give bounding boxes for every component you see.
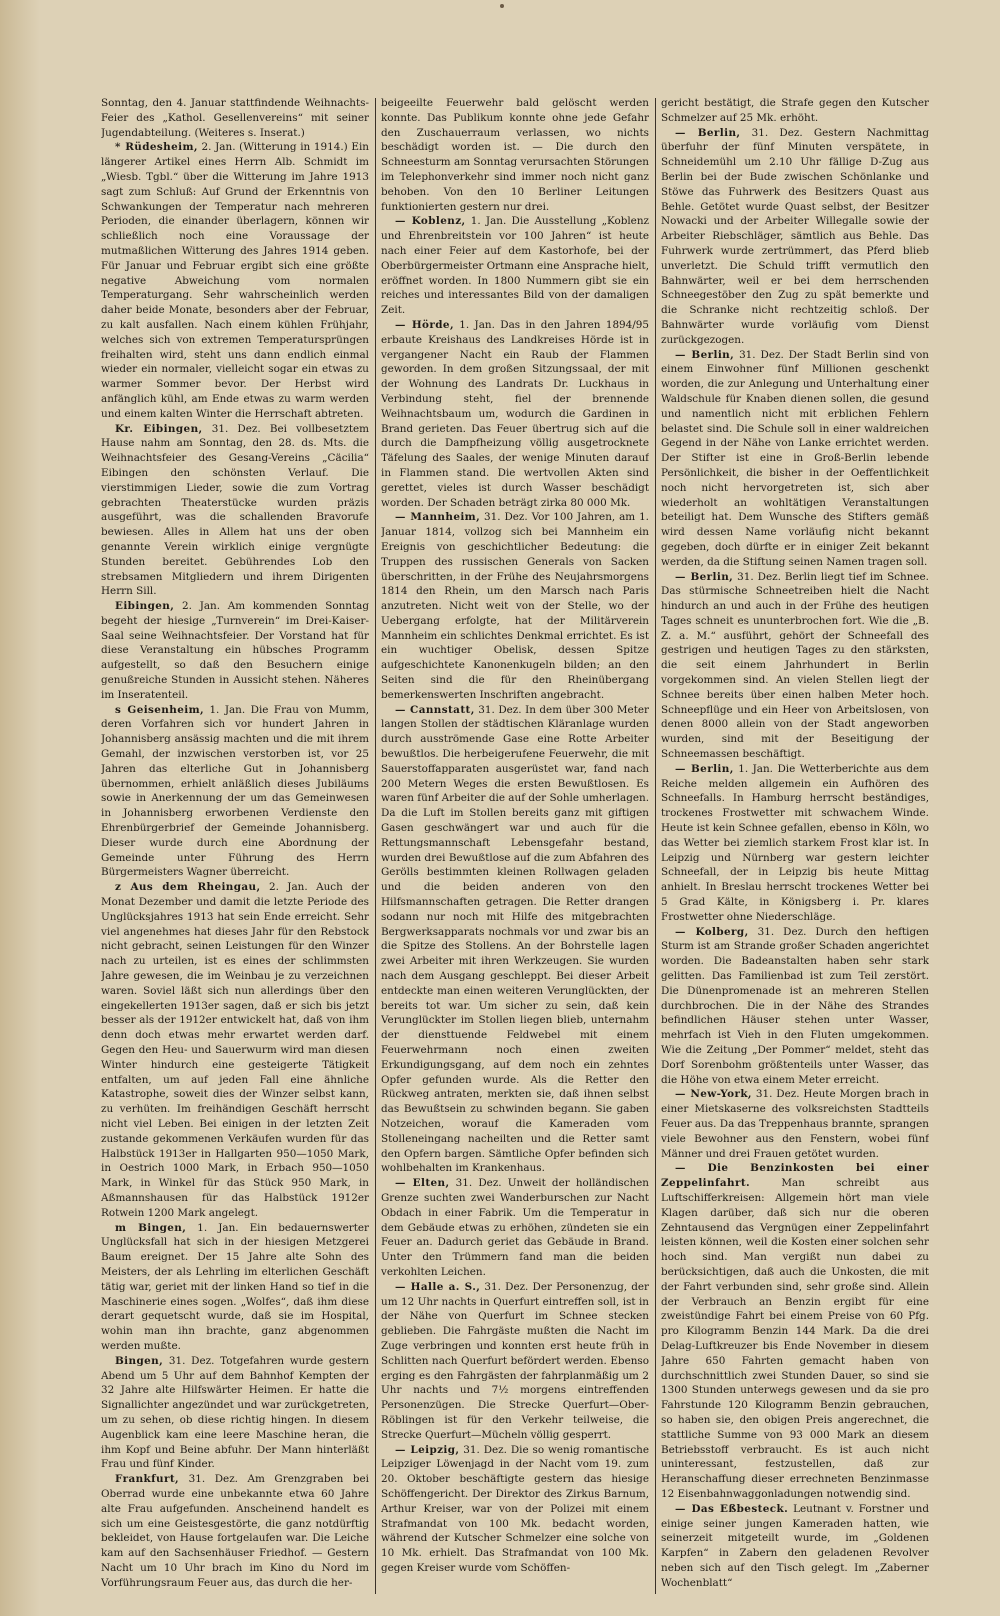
article-paragraph (101, 1472, 369, 1590)
article-text: 2. Jan. Auch der Monat Dezember und damit die letzte Periode des Unglücksjahres 1913 hat sein Ende erreicht. Sehr viel angenehmes hat dieses Jahr für den Rebstock nicht gebracht, seinen Leistungen für den Winzer nach zu urteilen, ist es eines der schlimmsten Jahre gewesen, die im Weinbau je zu verzeichnen waren. Soviel läßt sich nun allerdings über den eingekellerten 1913er sagen, daß er sich bis jetzt besser als der 1912er entwickelt hat, daß von ihm denn doch etwas mehr erwartet werden darf. Gegen den Heu- und Sauerwurm wird man diesen Winter hindurch eine gesteigerte Tätigkeit entfalten, um auf jeden Fall eine ähnliche Katastrophe, soweit dies der Winzer selbst kann, zu verhüten. Im freihändigen Geschäft herrscht nicht viel Leben. Bei einigen in der letzten Zeit zustande gekommenen Verkäufen wurden für das Halbstück 1913er in Hallgarten 950—1050 Mark, in Oestrich 1000 Mark, in Erbach 950—1050 Mark, in Winkel für das Stück 950 Mark, in Aßmannshausen für das Halbstück 1912er Rotwein 1200 Mark angelegt. (101, 881, 369, 1219)
article-paragraph (381, 1176, 649, 1280)
article-paragraph (381, 96, 649, 214)
article-dateline: — Halle a. S., (395, 1280, 481, 1293)
article-dateline: Bingen, (115, 1354, 164, 1367)
article-dateline: — Koblenz, (395, 215, 466, 228)
article-text: Sonntag, den 4. Januar stattfindende Weihnachts-Feier des „Kathol. Gesellenvereins“ mit seiner Jugendabteilung. (Weiteres s. Inserat.) (101, 97, 369, 139)
article-paragraph (101, 1221, 369, 1354)
article-dateline: — Berlin, (675, 762, 734, 775)
article-text: 31. Dez. Heute Morgen brach in einer Mietskaserne des volksreichsten Stadtteils Feuer aus. Da das Treppenhaus brannte, sprangen viele Bewohner aus den Fenstern, wobei fünf Männer und drei Frauen getötet wurden. (661, 1088, 929, 1160)
article-paragraph (381, 318, 649, 510)
article-text: 1. Jan. Die Wetterberichte aus dem Reiche melden allgemein ein Aufhören des Schneefalls. In Hamburg herrscht beständiges, trockenes Frostwetter mit schwachem Winde. Heute ist kein Schnee gefallen, ebenso in Köln, wo das Wetter bei ziemlich starkem Frost klar ist. In Leipzig und Nürnberg war gestern leichter Schneefall, der in Leipzig bis heute Mittag anhielt. In Breslau herrscht trockenes Wetter bei 5 Grad Kälte, in Königsberg i. Pr. klares Frostwetter ohne Niederschläge. (661, 762, 929, 923)
article-paragraph (101, 599, 369, 703)
article-paragraph (381, 214, 649, 318)
article-paragraph (101, 703, 369, 881)
article-paragraph (661, 96, 929, 126)
article-dateline: Frankfurt, (115, 1473, 180, 1486)
text-column-1 (101, 96, 369, 1596)
article-paragraph (661, 126, 929, 348)
article-text: 31. Dez. Totgefahren wurde gestern Abend um 5 Uhr auf dem Bahnhof Kempten der 32 Jahre alte Hilfswärter Heimen. Er hatte die Signallichter angezündet und war zurückgetreten, um zu sehen, ob diese richtig hingen. In diesem Augenblick kam eine leere Maschine heran, die ihm Kopf und Beine abfuhr. Der Mann hinterläßt Frau und fünf Kinder. (101, 1354, 369, 1471)
article-paragraph (101, 96, 369, 140)
article-text: 2. Jan. Am kommenden Sonntag begeht der hiesige „Turnverein“ im Drei-Kaiser-Saal seine Weihnachtsfeier. Der Vorstand hat für diese Veranstaltung ein hübsches Programm aufgestellt, so daß den Besuchern einige genußreiche Stunden in Aussicht stehen. Näheres im Inseratenteil. (101, 600, 369, 701)
article-text: beigeeilte Feuerwehr bald gelöscht werden konnte. Das Publikum konnte ohne jede Gefahr den Zuschauerraum verlassen, wo nichts beschädigt worden ist. — Die durch den Schneesturm am Sonntag verursachten Störungen im Telephonverkehr sind immer noch nicht ganz behoben. Von den 10 Berliner Leitungen funktionierten gestern nur drei. (381, 97, 649, 213)
article-paragraph (661, 348, 929, 570)
article-paragraph (661, 1502, 929, 1591)
article-dateline: — Berlin, (675, 348, 735, 361)
page-edge-stain (0, 0, 40, 1616)
article-text: 1. Jan. Ein bedauernswerter Unglücksfall hat sich in der hiesigen Metzgerei Baum ereignet. Der 15 Jahre alte Sohn des Meisters, der als Lehrling im elterlichen Geschäft tätig war, geriet mit der linken Hand so tief in die Maschinerie eines sogen. „Wolfes“, daß ihm diese derart gequetscht wurde, daß sie im Hospital, wohin man ihn brachte, ganz abgenommen werden mußte. (101, 1221, 369, 1352)
article-dateline: Eibingen, (115, 600, 175, 613)
article-dateline: — Cannstatt, (395, 703, 475, 716)
article-dateline: — Berlin, (675, 570, 734, 583)
article-text: 31. Dez. Berlin liegt tief im Schnee. Das stürmische Schneetreiben hielt die Nacht hindurch an und auch in der Frühe des heutigen Tages schneit es ununterbrochen fort. Wie die „B. Z. a. M.“ ausführt, gehört der Schneefall des gestrigen und heutigen Tages zu den stärksten, die seit einem Jahrhundert in Berlin vorgekommen sind. An vielen Stellen liegt der Schnee bereits über einen halben Meter hoch. Schneepflüge und ein Heer von Arbeitslosen, von denen 8000 allein von der Stadt angeworben wurden, sind mit der Beseitigung der Schneemassen beschäftigt. (661, 570, 929, 761)
article-text: 31. Dez. Bei vollbesetztem Hause nahm am Sonntag, den 28. ds. Mts. die Weihnachtsfeier des Gesang-Vereins „Cäcilia“ Eibingen den schönsten Verlauf. Die vierstimmigen Lieder, sowie die zum Vortrag gebrachten Theaterstücke wurden präzis ausgeführt, was die schallenden Bravorufe bewiesen. Alles in Allem hat uns der oben genannte Verein wirklich einige vergnügte Stunden bereitet. Gebührendes Lob den strebsamen Mitgliedern und ihrem Dirigenten Herrn Sill. (101, 422, 369, 598)
article-text: gericht bestätigt, die Strafe gegen den Kutscher Schmelzer auf 25 Mk. erhöht. (661, 97, 929, 124)
article-text: 1. Jan. Die Ausstellung „Koblenz und Ehrenbreitstein vor 100 Jahren“ ist heute nach einer Feier auf dem Kastorhofe, bei der Oberbürgermeister Ortmann eine Ansprache hielt, eröffnet worden. In 1800 Nummern gibt sie ein reiches und interessantes Bild von der damaligen Zeit. (381, 215, 649, 317)
article-dateline: s Geisenheim, (115, 703, 204, 716)
article-dateline: — Elten, (395, 1177, 450, 1190)
article-paragraph (381, 510, 649, 702)
article-paragraph (101, 880, 369, 1220)
article-dateline: — Kolberg, (675, 925, 749, 938)
article-text: Man schreibt aus Luftschifferkreisen: Allgemein hört man viele Klagen darüber, daß sich nur die oberen Zehntausend das Vergnügen einer Zeppelinfahrt leisten können, weil die Kosten einer solchen sehr hoch sind. Man vergißt nun dabei zu berücksichtigen, daß auch die Unkosten, die mit der Fahrt verbunden sind, sehr große sind. Allein der Verbrauch an Benzin ergibt für eine zweistündige Fahrt bei einem Preise von 60 Pfg. pro Kilogramm Benzin 144 Mark. Da die drei Delag-Luftkreuzer bis Ende November in diesem Jahre 650 Fahrten gemacht haben von durchschnittlich zwei Stunden Dauer, so sind sie 1300 Stunden unterwegs gewesen und da sie pro Fahrstunde 120 Kilogramm Benzin gebrauchen, so haben sie, den obigen Preis angerechnet, die stattliche Summe von 93 000 Mark an diesem Betriebsstoff verbraucht. Es ist auch nicht uninteressant, festzustellen, daß zur Heranschaffung dieser errechneten Benzinmasse 12 Eisenbahnwaggonladungen notwendig sind. (661, 1177, 929, 1500)
article-dateline: — New-York, (675, 1088, 752, 1101)
article-dateline: — Das Eßbesteck. (675, 1502, 789, 1515)
article-dateline: z Aus dem Rheingau, (115, 881, 261, 894)
column-divider-2 (655, 98, 656, 1594)
article-text: 31. Dez. Gestern Nachmittag überfuhr der fünf Minuten verspätete, in Schneidemühl um 2.10 Uhr fällige D-Zug aus Berlin bei der Bude zwischen Schönlanke und Stöwe das Fuhrwerk des Besitzers Quast aus Behle. Getötet wurde Quast selbst, der Besitzer Nowacki und der Arbeiter Willegalle sowie der Arbeiter Riebschläger, sämtlich aus Behle. Das Fuhrwerk wurde zertrümmert, das Pferd blieb unverletzt. Die Schuld trifft vermutlich den Bahnwärter, weil er bei dem herrschenden Schneegestöber den Zug zu spät bemerkte und die Schranke nicht rechtzeitig schloß. Der Bahnwärter wurde vorläufig vom Dienst zurückgezogen. (661, 126, 929, 346)
article-text: 1. Jan. Die Frau von Mumm, deren Vorfahren sich vor hundert Jahren in Johannisberg ansässig machten und die mit ihrem Gemahl, der inzwischen verstorben ist, vor 25 Jahren das elterliche Gut in Johannisberg übernommen, erhielt anläßlich dieses Jubiläums sowie in Anerkennung der um das Gemeinwesen in Johannisberg erworbenen Verdienste den Ehrenbürgerbrief der Gemeinde Johannisberg. Dieser wurde durch eine Abordnung der Gemeinde unter Führung des Herrn Bürgermeisters Wagner überreicht. (101, 703, 369, 879)
article-text: 31. Dez. Durch den heftigen Sturm ist am Strande großer Schaden angerichtet worden. Die Badeanstalten haben sehr stark gelitten. Das Familienbad ist zum Teil zerstört. Die Dünenpromenade ist an mehreren Stellen durchbrochen. Die in der Nähe des Strandes befindlichen Häuser stehen unter Wasser, mehrfach ist Vieh in den Fluten umgekommen. Wie die Zeitung „Der Pommer“ meldet, steht das Dorf Sorenbohm größtenteils unter Wasser, das die Höhe von etwa einem Meter erreicht. (661, 925, 929, 1086)
article-paragraph (661, 925, 929, 1088)
article-text: 31. Dez. In dem über 300 Meter langen Stollen der städtischen Kläranlage wurden durch ausströmende Gase eine Rotte Arbeiter bewußtlos. Die herbeigerufene Feuerwehr, die mit Sauerstoffapparaten ausgerüstet war, fand nach 200 Metern Weges die ersten Bewußtlosen. Es waren fünf Arbeiter die auf der Sohle umherlagen. Da die Luft im Stollen bereits ganz mit giftigen Gasen geschwängert war und auch für die Rettungsmannschaft Lebensgefahr bestand, wurden drei Bewußtlose auf die zum Abfahren des Gerölls bestimmten kleinen Rollwagen geladen und die beiden anderen von den Hilfsmannschaften getragen. Die Retter drangen sodann nur noch mit Hilfe des mitgebrachten Bergwerksapparats nochmals vor und zwar bis an die Spitze des Stollens. An der Bohrstelle lagen zwei Arbeiter mit ihren Werkzeugen. Sie wurden nach dem Ausgang geschleppt. Bei dieser Arbeit entdeckte man einen weiteren Verunglückten, der bereits tot war. Um sicher zu sein, daß kein Verunglückter im Stollen liegen blieb, unternahm der diensttuende Feldwebel mit einem Feuerwehrmann noch einen zweiten Erkundigungsgang, auf dem noch ein zehntes Opfer gefunden wurde. Als die Retter den Rückweg antraten, merkten sie, daß ihnen selbst das Bewußtsein zu schwinden begann. Sie gaben Notzeichen, worauf die Kameraden vom Stolleneingang nacheilten und die Retter samt den Opfern bargen. Sämtliche Opfer befinden sich wohlbehalten im Krankenhaus. (381, 703, 649, 1175)
article-text: Leutnant v. Forstner und einige seiner jungen Kameraden hatten, wie seinerzeit mitgeteilt wurde, im „Goldenen Karpfen“ in Zabern den geladenen Revolver neben sich auf den Tisch gelegt. Im „Zaberner Wochenblatt“ (661, 1502, 929, 1589)
article-paragraph (101, 140, 369, 421)
text-column-3 (661, 96, 929, 1596)
article-dateline: * Rüdesheim, (115, 141, 198, 154)
article-paragraph (661, 1161, 929, 1501)
article-paragraph (661, 762, 929, 925)
article-dateline: — Die Benzinkosten bei einer Zeppelinfahrt. (661, 1162, 929, 1190)
page-punch-mark (500, 4, 504, 8)
article-text: 31. Dez. Der Stadt Berlin sind von einem Einwohner fünf Millionen geschenkt worden, die zur Anlegung und Unterhaltung einer Waldschule für Knaben dienen sollen, die gesund und namentlich nicht mit erblichen Fehlern belastet sind. Die Schule soll in einer waldreichen Gegend in der Nähe von Lanke errichtet werden. Der Stifter ist eine in Groß-Berlin lebende Persönlichkeit, die bisher in der Oeffentlichkeit noch nicht hervorgetreten ist, sich aber wiederholt an wohltätigen Veranstaltungen beteiligt hat. Dem Wunsche des Stifters gemäß wird dessen Name vorläufig nicht bekannt gegeben, doch dürfte er in einiger Zeit bekannt werden, da die Stiftung seinen Namen tragen soll. (661, 348, 929, 568)
article-dateline: — Berlin, (675, 126, 741, 139)
article-dateline: — Mannheim, (395, 511, 481, 524)
article-paragraph (101, 1354, 369, 1472)
article-paragraph (381, 1443, 649, 1576)
article-paragraph (381, 703, 649, 1177)
article-dateline: m Bingen, (115, 1221, 187, 1234)
article-dateline: — Leipzig, (395, 1443, 460, 1456)
article-paragraph (661, 570, 929, 762)
article-dateline: Kr. Eibingen, (115, 422, 203, 435)
article-dateline: — Hörde, (395, 318, 454, 331)
article-text: 31. Dez. Am Grenzgraben bei Oberrad wurde eine unbekannte etwa 60 Jahre alte Frau aufgefunden. Anscheinend handelt es sich um eine Geistesgestörte, die ganz notdürftig bekleidet, von Hause fortgelaufen war. Die Leiche kam auf den Sachsenhäuser Friedhof. — Gestern Nacht um 10 Uhr brach im Kino du Nord im Vorführungsraum Feuer aus, das durch die her- (101, 1473, 369, 1589)
article-paragraph (101, 422, 369, 600)
article-text: 1. Jan. Das in den Jahren 1894/95 erbaute Kreishaus des Landkreises Hörde ist in vergangener Nacht ein Raub der Flammen geworden. In dem großen Sitzungssaal, der mit der Wohnung des Landrats Dr. Luckhaus in Verbindung steht, fiel der brennende Weihnachtsbaum um, wodurch die Gardinen in Brand gerieten. Das Feuer übertrug sich auf die durch die Dampfheizung völlig ausgetrocknete Täfelung des Saales, der wenige Minuten darauf in Flammen stand. Die wertvollen Akten sind gerettet, vieles ist durch Wasser beschädigt worden. Der Schaden beträgt zirka 80 000 Mk. (381, 318, 649, 509)
article-text: 31. Dez. Vor 100 Jahren, am 1. Januar 1814, vollzog sich bei Mannheim ein Ereignis von geschichtlicher Bedeutung: die Truppen des russischen Generals von Sacken überschritten, in der Frühe des Neujahrsmorgens 1814 den Rhein, um den Marsch nach Paris anzutreten. Nicht weit von der Stelle, wo der Uebergang erfolgte, hat der Militärverein Mannheim ein schlichtes Denkmal errichtet. Es ist ein wuchtiger Obelisk, dessen Spitze aufgeschichtete Kanonenkugeln bilden; an den Seiten sind die für den Rheinübergang bemerkenswerten Inschriften angebracht. (381, 511, 649, 701)
article-text: 31. Dez. Der Personenzug, der um 12 Uhr nachts in Querfurt eintreffen soll, ist in der Nähe von Querfurt im Schnee stecken geblieben. Die Fahrgäste mußten die Nacht im Zuge verbringen und konnten erst heute früh in Schlitten nach Querfurt befördert werden. Ebenso erging es den Fahrgästen der fahrplanmäßig um 2 Uhr nachts und 7½ morgens eintreffenden Personenzügen. Die Strecke Querfurt—Ober-Röblingen ist für den Verkehr teilweise, die Strecke Querfurt—Mücheln völlig gesperrt. (381, 1280, 649, 1441)
column-divider-1 (375, 98, 376, 1594)
article-text: 31. Dez. Unweit der holländischen Grenze suchten zwei Wanderburschen zur Nacht Obdach in einer Fabrik. Um die Temperatur in dem Gebäude etwas zu erhöhen, zündeten sie ein Feuer an. Dadurch geriet das Gebäude in Brand. Unter den Trümmern fand man die beiden verkohlten Leichen. (381, 1177, 649, 1278)
article-paragraph (661, 1087, 929, 1161)
article-text: 31. Dez. Die so wenig romantische Leipziger Löwenjagd in der Nacht vom 19. zum 20. Oktober beschäftigte gestern das hiesige Schöffengericht. Der Direktor des Zirkus Barnum, Arthur Kreiser, war von der Polizei mit einem Strafmandat von 100 Mk. bedacht worden, während der Kutscher Schmelzer eine solche von 10 Mk. erhielt. Das Strafmandat von 100 Mk. gegen Kreiser wurde vom Schöffen- (381, 1443, 649, 1574)
article-paragraph (381, 1280, 649, 1443)
article-text: 2. Jan. (Witterung in 1914.) Ein längerer Artikel eines Herrn Alb. Schmidt im „Wiesb. Tgbl.“ über die Witterung im Jahre 1913 sagt zum Schluß: Auf Grund der Erkenntnis von Schwankungen der Temperatur nach mehreren Perioden, die einander überlagern, können wir schließlich noch eine Voraussage der mutmaßlichen Witterung des Jahres 1914 geben. Für Januar und Februar ergibt sich eine größte negative Abweichung vom normalen Temperaturgang. Sehr wahrscheinlich werden daher beide Monate, besonders aber der Februar, zu kalt ausfallen. Nach einem kühlen Frühjahr, welches sich von extremen Temperatursprüngen freihalten wird, steht uns dann endlich einmal wieder ein normaler, vielleicht sogar ein etwas zu warmer Sommer bevor. Der Herbst wird anfänglich kühl, am Ende etwas zu warm werden und einem kalten Winter die Herrschaft abtreten. (101, 141, 369, 420)
text-column-2 (381, 96, 649, 1596)
